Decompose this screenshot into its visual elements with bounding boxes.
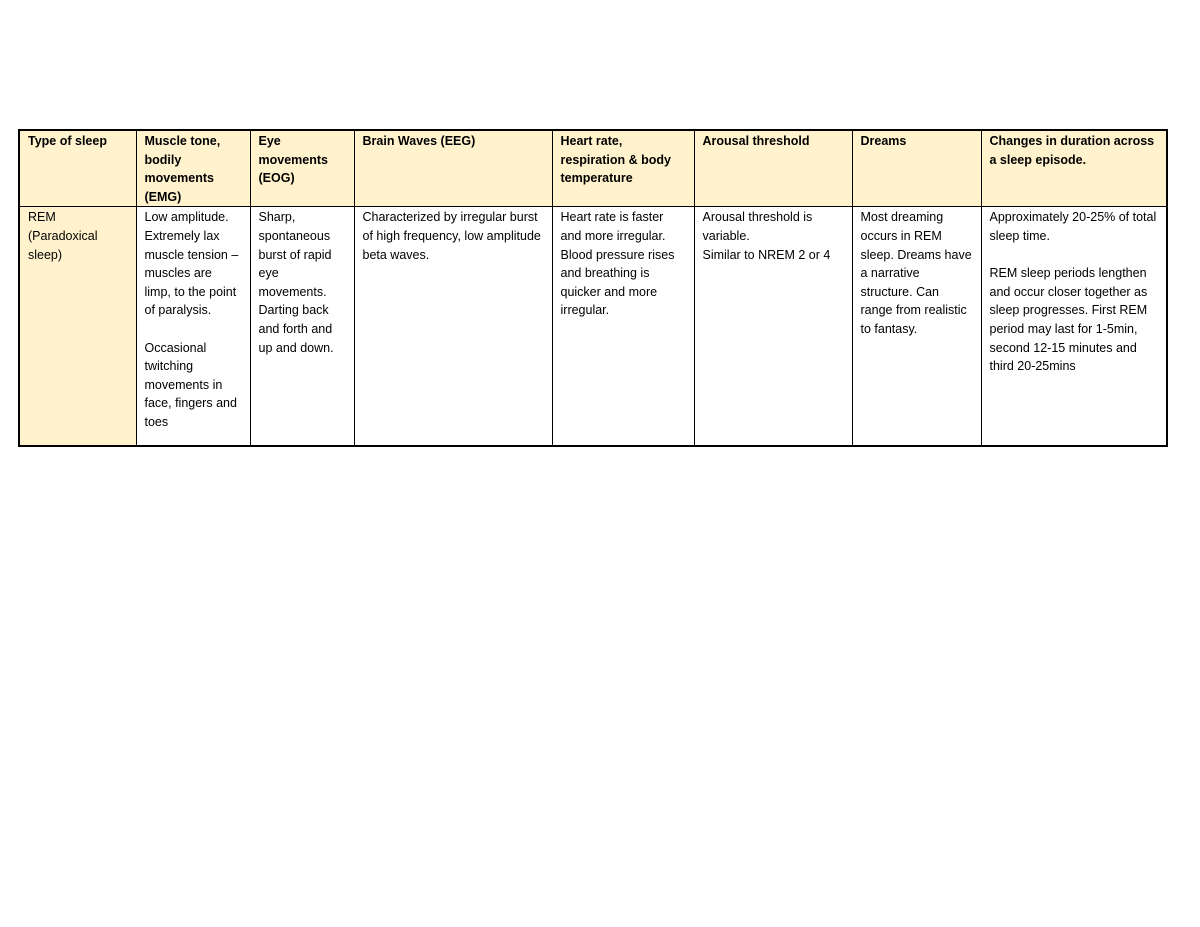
table-row: [19, 207, 1167, 447]
cell-eye-movements: Sharp, spontaneous burst of rapid eye movements. Darting back and forth and up and down.: [250, 207, 354, 447]
header-arousal-threshold: Arousal threshold: [694, 130, 852, 207]
header-duration-changes: Changes in duration across a sleep episode.: [981, 130, 1167, 207]
sleep-types-table: [18, 129, 1168, 447]
header-eye-movements: Eye movements (EOG): [250, 130, 354, 207]
cell-brain-waves: Characterized by irregular burst of high frequency, low amplitude beta waves.: [354, 207, 552, 447]
cell-type-of-sleep: REM (Paradoxical sleep): [19, 207, 136, 447]
cell-dreams: Most dreaming occurs in REM sleep. Dreams have a narrative structure. Can range from realistic to fantasy.: [852, 207, 981, 447]
cell-muscle-tone: Low amplitude. Extremely lax muscle tension – muscles are limp, to the point of paralysis. Occasional twitching movements in face, fingers and toes: [136, 207, 250, 447]
header-dreams: Dreams: [852, 130, 981, 207]
cell-arousal-threshold: Arousal threshold is variable. Similar to NREM 2 or 4: [694, 207, 852, 447]
header-brain-waves: Brain Waves (EEG): [354, 130, 552, 207]
header-type-of-sleep: Type of sleep: [19, 130, 136, 207]
header-heart-rate: Heart rate, respiration & body temperature: [552, 130, 694, 207]
table-header-row: [19, 130, 1167, 207]
cell-heart-rate: Heart rate is faster and more irregular. Blood pressure rises and breathing is quicker and more irregular.: [552, 207, 694, 447]
header-muscle-tone: Muscle tone, bodily movements (EMG): [136, 130, 250, 207]
cell-duration-changes: Approximately 20-25% of total sleep time. REM sleep periods lengthen and occur closer together as sleep progresses. First REM period may last for 1-5min, second 12-15 minutes and third 20-25mins: [981, 207, 1167, 447]
